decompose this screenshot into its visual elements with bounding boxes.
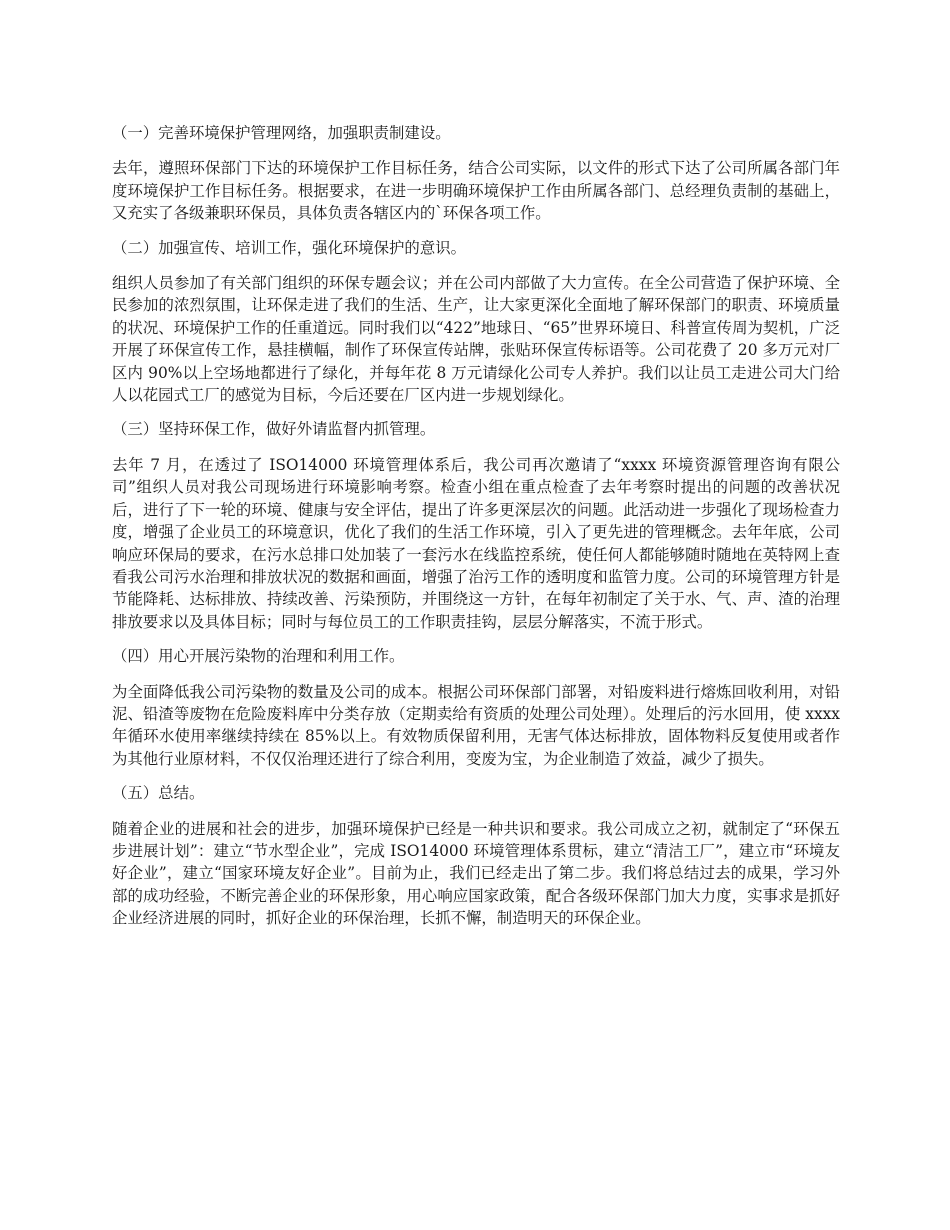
- section-3: [112, 418, 840, 633]
- section-paragraph: 去年，遵照环保部门下达的环境保护工作目标任务，结合公司实际，以文件的形式下达了公司所属各部门年度环境保护工作目标任务。根据要求，在进一步明确环境保护工作由所属各部门、总经理负责制的基础上，又充实了各级兼职环保员，具体负责各辖区内的`环保各项工作。: [112, 159, 840, 223]
- section-paragraph: 随着企业的进展和社会的进步，加强环境保护已经是一种共识和要求。我公司成立之初，就制定了“环保五步进展计划”：建立“节水型企业”，完成 ISO14000 环境管理体系贯标，建立“清洁工厂”，建立市“环境友好企业”，建立“国家环境友好企业”。目前为止，我们已经走出了第二步。我们将总结过去的成果，学习外部的成功经验，不断完善企业的环保形象，用心响应国家政策，配合各级环保部门加大力度，实事求是抓好企业经济进展的同时，抓好企业的环保治理，长抓不懈，制造明天的环保企业。: [112, 819, 840, 928]
- document-page: [112, 122, 840, 942]
- section-heading: （三）坚持环保工作，做好外请监督内抓管理。: [112, 420, 436, 439]
- section-4: [112, 645, 840, 770]
- section-paragraph: 去年 7 月，在透过了 ISO14000 环境管理体系后，我公司再次邀请了“xxxx 环境资源管理咨询有限公司”组织人员对我公司现场进行环境影响考察。检查小组在重点检查了去年考察时提出的问题的改善状况后，进行了下一轮的环境、健康与安全评估，提出了许多更深层次的问题。此活动进一步强化了现场检查力度，增强了企业员工的环境意识，优化了我们的生活工作环境，引入了更先进的管理概念。去年年底，公司响应环保局的要求，在污水总排口处加装了一套污水在线监控系统，使任何人都能够随时随地在英特网上查看我公司污水治理和排放状况的数据和画面，增强了治污工作的透明度和监管力度。公司的环境管理方针是节能降耗、达标排放、持续改善、污染预防，并围绕这一方针，在每年初制定了关于水、气、声、渣的治理排放要求以及具体目标；同时与每位员工的工作职责挂钩，层层分解落实，不流于形式。: [112, 455, 840, 631]
- section-heading: （一）完善环境保护管理网络，加强职责制建设。: [112, 124, 451, 142]
- section-heading: （四）用心开展污染物的治理和利用工作。: [112, 647, 405, 666]
- section-5: [112, 782, 840, 929]
- section-1: [112, 122, 840, 225]
- section-heading: （五）总结。: [112, 784, 205, 803]
- section-heading: （二）加强宣传、培训工作，强化环境保护的意识。: [112, 238, 466, 257]
- section-paragraph: 组织人员参加了有关部门组织的环保专题会议；并在公司内部做了大力宣传。在全公司营造了保护环境、全民参加的浓烈氛围，让环保走进了我们的生活、生产，让大家更深化全面地了解环保部门的职责、环境质量的状况、环境保护工作的任重道远。同时我们以“422”地球日、“65”世界环境日、科普宣传周为契机，广泛开展了环保宣传工作，悬挂横幅，制作了环保宣传站牌，张贴环保宣传标语等。公司花费了 20 多万元对厂区内 90%以上空场地都进行了绿化，并每年花 8 万元请绿化公司专人养护。我们以让员工走进公司大门给人以花园式工厂的感觉为目标，今后还要在厂区内进一步规划绿化。: [112, 274, 840, 405]
- section-2: [112, 237, 840, 407]
- section-paragraph: 为全面降低我公司污染物的数量及公司的成本。根据公司环保部门部署，对铅废料进行熔炼回收利用，对铅泥、铅渣等废物在危险废料库中分类存放（定期卖给有资质的处理公司处理）。处理后的污水回用，使 xxxx 年循环水使用率继续持续在 85%以上。有效物质保留利用，无害气体达标排放，固体物料反复使用或者作为其他行业原材料，不仅仅治理还进行了综合利用，变废为宝，为企业制造了效益，减少了损失。: [112, 682, 840, 768]
